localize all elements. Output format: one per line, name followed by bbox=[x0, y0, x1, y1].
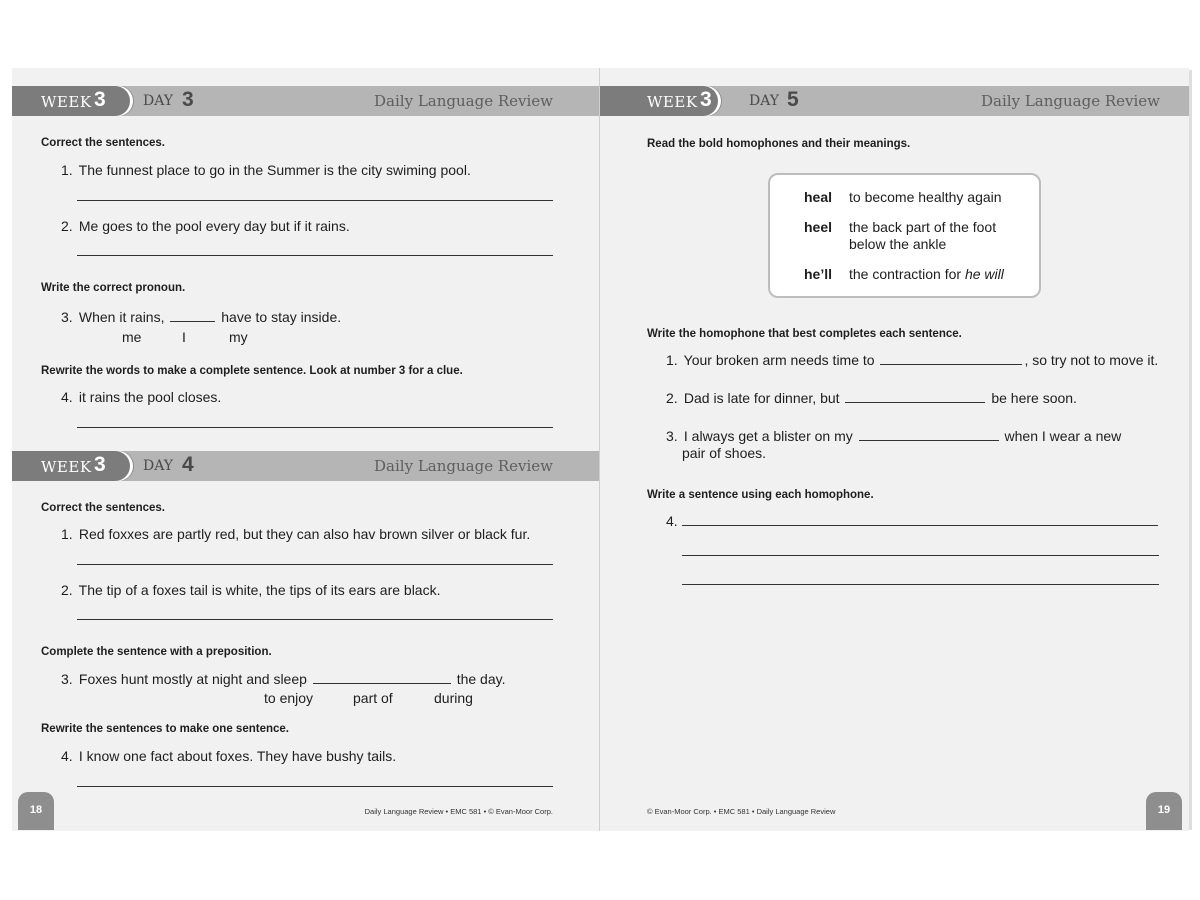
answer-line[interactable] bbox=[77, 786, 553, 787]
choice-word: during bbox=[434, 690, 473, 706]
homophone-meaning: the back part of the foot below the ankle bbox=[849, 219, 997, 252]
question-1: 1. Your broken arm needs time to , so try not to move it. bbox=[666, 352, 1159, 368]
instruction-preposition: Complete the sentence with a preposition. bbox=[41, 646, 272, 658]
left-page bbox=[12, 68, 599, 831]
instruction-pronoun: Write the correct pronoun. bbox=[41, 282, 186, 294]
homophone-meaning: to become healthy again bbox=[849, 189, 1002, 205]
day3-header bbox=[12, 86, 599, 116]
question-3-continued: pair of shoes. bbox=[682, 445, 767, 461]
week-label: WEEK bbox=[41, 93, 92, 111]
page-number: 19 bbox=[1146, 792, 1182, 830]
answer-line[interactable] bbox=[77, 619, 553, 620]
instruction-combine: Rewrite the sentences to make one sentence. bbox=[41, 723, 289, 735]
question-1: 1. Red foxxes are partly red, but they can also hav brown silver or black fur. bbox=[61, 526, 531, 542]
section-title: Daily Language Review bbox=[374, 457, 553, 475]
week-tab bbox=[600, 86, 718, 116]
page-footer: © Evan-Moor Corp. • EMC 581 • Daily Language Review bbox=[647, 807, 836, 816]
fill-blank[interactable] bbox=[170, 309, 215, 322]
week-label: WEEK bbox=[41, 458, 92, 476]
instruction-correct: Correct the sentences. bbox=[41, 502, 165, 514]
question-4: 4. it rains the pool closes. bbox=[61, 389, 222, 405]
fill-blank[interactable] bbox=[845, 390, 985, 403]
section-title: Daily Language Review bbox=[374, 92, 553, 110]
day-label: DAY bbox=[749, 93, 780, 109]
choice-word: I bbox=[182, 329, 186, 345]
page-edge bbox=[1189, 70, 1192, 830]
day-number: 4 bbox=[182, 453, 194, 476]
question-3: 3. I always get a blister on my when I wear a new bbox=[666, 428, 1122, 444]
section-title: Daily Language Review bbox=[981, 92, 1160, 110]
choice-word: to enjoy bbox=[264, 690, 314, 706]
homophone-box bbox=[768, 173, 1041, 298]
answer-line[interactable] bbox=[682, 555, 1159, 556]
choice-word: part of bbox=[353, 690, 393, 706]
fill-blank[interactable] bbox=[313, 671, 451, 684]
day-number: 3 bbox=[182, 88, 194, 111]
homophone-word: heel bbox=[804, 219, 833, 235]
answer-line[interactable] bbox=[77, 564, 553, 565]
week-number: 3 bbox=[700, 88, 712, 111]
day4-header bbox=[12, 451, 599, 481]
instruction-rewrite: Rewrite the words to make a complete sentence. Look at number 3 for a clue. bbox=[41, 365, 463, 377]
day-label: DAY bbox=[143, 93, 174, 109]
homophone-meaning: the contraction for he will bbox=[849, 266, 1004, 282]
week-tab bbox=[12, 86, 130, 116]
page-footer: Daily Language Review • EMC 581 • © Evan-Moor Corp. bbox=[364, 807, 553, 816]
day-number: 5 bbox=[787, 88, 799, 111]
right-page bbox=[600, 68, 1189, 831]
question-2: 2. Dad is late for dinner, but be here soon. bbox=[666, 390, 1077, 406]
choice-word: my bbox=[229, 329, 248, 345]
question-3: 3. Foxes hunt mostly at night and sleep the day. bbox=[61, 671, 506, 687]
instruction-write-homophone: Write the homophone that best completes each sentence. bbox=[647, 328, 962, 340]
day-label: DAY bbox=[143, 458, 174, 474]
week-tab bbox=[12, 451, 130, 481]
homophone-word: heal bbox=[804, 189, 833, 205]
fill-blank[interactable] bbox=[880, 352, 1022, 365]
fill-blank[interactable] bbox=[859, 428, 999, 441]
week-number: 3 bbox=[94, 453, 106, 476]
question-4: 4. I know one fact about foxes. They have bushy tails. bbox=[61, 748, 397, 764]
week-label: WEEK bbox=[647, 93, 698, 111]
instruction-read: Read the bold homophones and their meanings. bbox=[647, 138, 911, 150]
answer-line[interactable] bbox=[77, 427, 553, 428]
instruction-correct: Correct the sentences. bbox=[41, 137, 165, 149]
choice-word: me bbox=[122, 329, 142, 345]
answer-line[interactable] bbox=[77, 200, 553, 201]
question-3: 3. When it rains, have to stay inside. bbox=[61, 309, 342, 325]
answer-line[interactable] bbox=[77, 255, 553, 256]
answer-line[interactable] bbox=[682, 525, 1158, 526]
question-1: 1. The funnest place to go in the Summer is the city swiming pool. bbox=[61, 162, 471, 178]
day5-header bbox=[600, 86, 1189, 116]
instruction-write-sentence: Write a sentence using each homophone. bbox=[647, 489, 874, 501]
week-number: 3 bbox=[94, 88, 106, 111]
question-2: 2. The tip of a foxes tail is white, the tips of its ears are black. bbox=[61, 582, 441, 598]
page-number: 18 bbox=[18, 792, 54, 830]
question-2: 2. Me goes to the pool every day but if it rains. bbox=[61, 218, 350, 234]
answer-line[interactable] bbox=[682, 584, 1159, 585]
homophone-word: he’ll bbox=[804, 266, 833, 282]
question-4: 4. bbox=[666, 513, 678, 529]
